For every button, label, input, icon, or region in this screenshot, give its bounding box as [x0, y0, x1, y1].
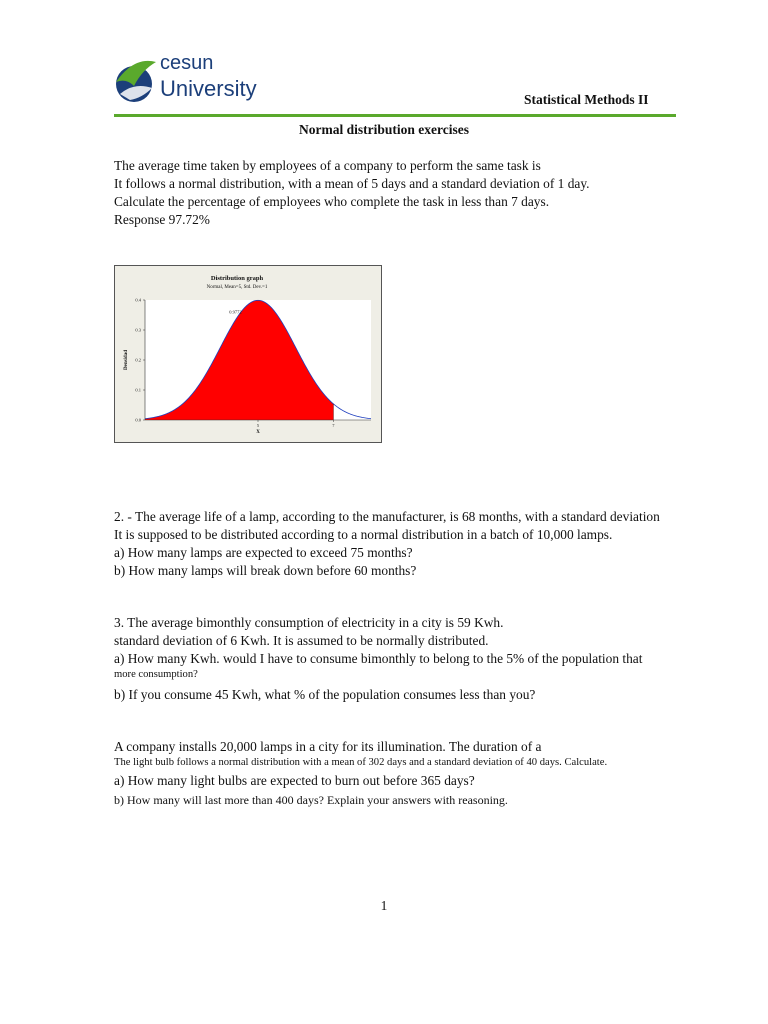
exercise2-line2: It is supposed to be distributed according to a normal distribution in a batch of 10,000 lamps.	[114, 527, 613, 542]
exercise2-question-a: a) How many lamps are expected to exceed 75 months?	[114, 545, 413, 560]
exercise3-question-a-cont: more consumption?	[114, 669, 198, 680]
exercise3-question-a: a) How many Kwh. would I have to consume bimonthly to belong to the 5% of the population that	[114, 651, 643, 666]
exercise4-line1: A company installs 20,000 lamps in a city for its illumination. The duration of a	[114, 739, 542, 754]
x-axis-label: X	[256, 430, 260, 435]
exercise4-line2: The light bulb follows a normal distribution with a mean of 302 days and a standard deviation of 40 days. Calculate.	[114, 757, 608, 768]
chart-title: Distribution graph	[210, 275, 264, 282]
y-tick-label: 0.1	[135, 387, 141, 393]
y-axis-label: Densidad	[124, 349, 129, 371]
distribution-chart	[114, 265, 382, 443]
y-tick-label: 0.2	[135, 357, 141, 363]
logo-emblem-icon	[112, 52, 158, 108]
exercise1-line3: Calculate the percentage of employees who complete the task in less than 7 days.	[114, 194, 550, 209]
exercise3-line2: standard deviation of 6 Kwh. It is assumed to be normally distributed.	[114, 633, 489, 648]
page-number: 1	[380, 898, 388, 913]
y-tick-label: 0.4	[135, 297, 141, 303]
logo-line2: University	[160, 76, 257, 101]
probability-annotation: 0.9772	[229, 309, 242, 315]
exercise1-line1: The average time taken by employees of a company to perform the same task is	[114, 158, 541, 173]
university-logo	[112, 52, 262, 116]
x-tick-label: 7	[332, 423, 335, 428]
exercise3-question-b: b) If you consume 45 Kwh, what % of the population consumes less than you?	[114, 687, 536, 702]
exercise4-question-a: a) How many light bulbs are expected to burn out before 365 days?	[114, 773, 475, 788]
header-divider	[114, 114, 676, 117]
distribution-chart-svg	[115, 266, 383, 444]
document-title: Normal distribution exercises	[299, 122, 469, 137]
exercise1-response: Response 97.72%	[114, 212, 210, 227]
y-tick-label: 0.3	[135, 327, 141, 333]
exercise4-question-b: b) How many will last more than 400 days? Explain your answers with reasoning.	[114, 793, 508, 807]
exercise2-line1: 2. - The average life of a lamp, according to the manufacturer, is 68 months, with a standard deviation	[114, 509, 660, 524]
exercise3-line1: 3. The average bimonthly consumption of electricity in a city is 59 Kwh.	[114, 615, 504, 630]
chart-subtitle: Normal, Mean=5, Std. Dev.=1	[206, 285, 268, 290]
y-tick-label: 0.0	[135, 417, 141, 423]
course-title: Statistical Methods II	[524, 92, 649, 107]
exercise1-line2: It follows a normal distribution, with a mean of 5 days and a standard deviation of 1 day.	[114, 176, 590, 191]
x-tick-label: 5	[256, 423, 260, 428]
logo-line1: cesun	[160, 52, 214, 74]
exercise2-question-b: b) How many lamps will break down before 60 months?	[114, 563, 417, 578]
